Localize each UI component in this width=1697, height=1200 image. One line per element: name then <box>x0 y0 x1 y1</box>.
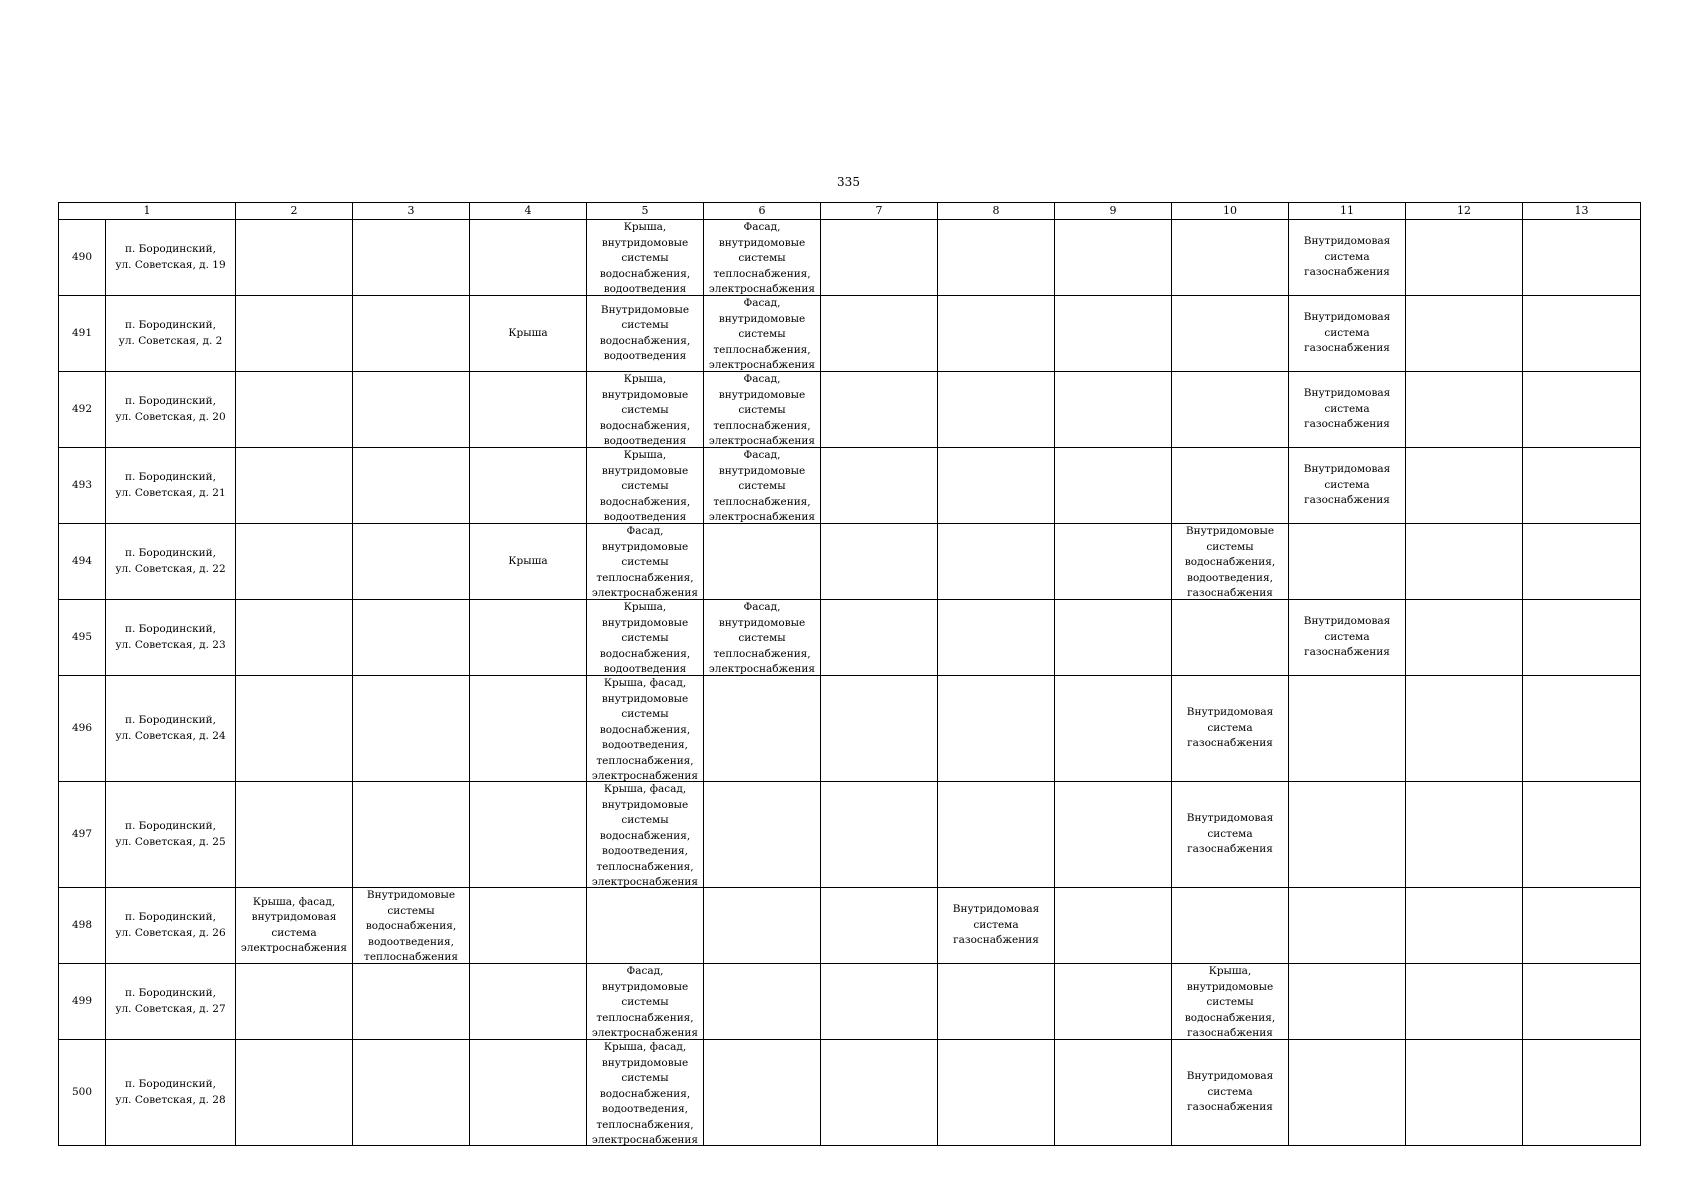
work-cell-col-9 <box>1055 372 1172 448</box>
table-row <box>59 964 1641 1040</box>
work-cell-col-4 <box>470 220 587 296</box>
work-cell-col-4 <box>470 296 587 372</box>
row-number-cell: 493 <box>59 448 106 524</box>
work-cell-col-5 <box>587 676 704 782</box>
work-cell-col-7 <box>821 296 938 372</box>
address-text: п. Бородинский, ул. Советская, д. 26 <box>115 911 226 939</box>
table-row <box>59 888 1641 964</box>
work-description: Фасад, внутридомовые системы теплоснабжения, электроснабжения <box>708 221 816 295</box>
row-number-cell: 500 <box>59 1040 106 1146</box>
work-cell-col-5 <box>587 1040 704 1146</box>
work-cell-col-9 <box>1055 220 1172 296</box>
address-text: п. Бородинский, ул. Советская, д. 20 <box>115 395 226 423</box>
work-cell-col-13 <box>1523 782 1641 888</box>
work-description: Внутридомовая система газоснабжения <box>1303 311 1391 355</box>
work-cell-col-11 <box>1289 676 1406 782</box>
work-cell-col-3 <box>353 524 470 600</box>
work-cell-col-4 <box>470 888 587 964</box>
work-cell-col-11 <box>1289 296 1406 372</box>
work-cell-col-10 <box>1172 220 1289 296</box>
work-cell-col-7 <box>821 448 938 524</box>
work-cell-col-12 <box>1406 964 1523 1040</box>
work-cell-col-4 <box>470 448 587 524</box>
work-cell-col-4 <box>470 782 587 888</box>
work-description: Фасад, внутридомовые системы теплоснабжения, электроснабжения <box>708 297 816 371</box>
address-text: п. Бородинский, ул. Советская, д. 21 <box>115 471 226 499</box>
work-cell-col-6 <box>704 600 821 676</box>
work-description: Внутридомовая система газоснабжения <box>1303 463 1391 507</box>
work-description: Крыша <box>508 326 548 339</box>
address-cell <box>106 888 236 964</box>
work-cell-col-13 <box>1523 964 1641 1040</box>
row-number-cell: 498 <box>59 888 106 964</box>
page-number: 335 <box>837 175 860 189</box>
header-row <box>59 203 1641 220</box>
work-description: Крыша, внутридомовые системы водоснабжения, водоотведения <box>599 221 691 295</box>
work-cell-col-2 <box>236 220 353 296</box>
work-cell-col-13 <box>1523 1040 1641 1146</box>
work-description: Крыша, внутридомовые системы водоснабжения, водоотведения <box>599 449 691 523</box>
work-cell-col-7 <box>821 600 938 676</box>
work-description: Фасад, внутридомовые системы теплоснабжения, электроснабжения <box>708 373 816 447</box>
address-cell <box>106 448 236 524</box>
work-cell-col-8 <box>938 1040 1055 1146</box>
work-description: Крыша, внутридомовые системы водоснабжения, водоотведения <box>599 373 691 447</box>
work-cell-col-5 <box>587 888 704 964</box>
address-cell <box>106 220 236 296</box>
work-cell-col-8 <box>938 782 1055 888</box>
address-cell <box>106 782 236 888</box>
column-header: 1 <box>59 203 236 220</box>
table-row <box>59 782 1641 888</box>
work-cell-col-9 <box>1055 782 1172 888</box>
work-description: Фасад, внутридомовые системы теплоснабжения, электроснабжения <box>591 525 699 599</box>
column-header: 9 <box>1055 203 1172 220</box>
work-cell-col-9 <box>1055 888 1172 964</box>
row-number-cell: 492 <box>59 372 106 448</box>
work-cell-col-9 <box>1055 524 1172 600</box>
table-row <box>59 600 1641 676</box>
work-cell-col-10 <box>1172 782 1289 888</box>
table-row <box>59 372 1641 448</box>
work-description: Внутридомовая система газоснабжения <box>1303 615 1391 659</box>
work-cell-col-5 <box>587 220 704 296</box>
work-cell-col-7 <box>821 782 938 888</box>
work-description: Внутридомовые системы водоснабжения, водоотведения, теплоснабжения <box>364 889 458 963</box>
work-description: Внутридомовые системы водоснабжения, водоотведения, газоснабжения <box>1184 525 1276 599</box>
work-cell-col-13 <box>1523 296 1641 372</box>
work-cell-col-4 <box>470 600 587 676</box>
work-cell-col-3 <box>353 782 470 888</box>
work-cell-col-11 <box>1289 372 1406 448</box>
table-row <box>59 220 1641 296</box>
work-cell-col-11 <box>1289 964 1406 1040</box>
table-row <box>59 676 1641 782</box>
column-header: 12 <box>1406 203 1523 220</box>
work-cell-col-6 <box>704 296 821 372</box>
work-cell-col-8 <box>938 448 1055 524</box>
work-description: Фасад, внутридомовые системы теплоснабжения, электроснабжения <box>591 965 699 1039</box>
work-cell-col-3 <box>353 220 470 296</box>
address-text: п. Бородинский, ул. Советская, д. 23 <box>115 623 226 651</box>
address-text: п. Бородинский, ул. Советская, д. 22 <box>115 547 226 575</box>
address-text: п. Бородинский, ул. Советская, д. 19 <box>115 243 226 271</box>
work-cell-col-11 <box>1289 782 1406 888</box>
row-number-cell: 495 <box>59 600 106 676</box>
work-cell-col-5 <box>587 372 704 448</box>
table-body <box>59 220 1641 1146</box>
work-cell-col-10 <box>1172 372 1289 448</box>
work-cell-col-5 <box>587 600 704 676</box>
work-cell-col-4 <box>470 676 587 782</box>
work-cell-col-11 <box>1289 524 1406 600</box>
work-cell-col-6 <box>704 524 821 600</box>
work-cell-col-5 <box>587 964 704 1040</box>
work-description: Внутридомовая система газоснабжения <box>1186 812 1274 856</box>
work-cell-col-6 <box>704 448 821 524</box>
row-number-cell: 499 <box>59 964 106 1040</box>
work-cell-col-7 <box>821 888 938 964</box>
address-text: п. Бородинский, ул. Советская, д. 24 <box>115 714 226 742</box>
work-cell-col-6 <box>704 888 821 964</box>
work-cell-col-8 <box>938 372 1055 448</box>
work-cell-col-6 <box>704 220 821 296</box>
work-cell-col-12 <box>1406 782 1523 888</box>
work-description: Внутридомовая система газоснабжения <box>1186 706 1274 750</box>
work-cell-col-7 <box>821 372 938 448</box>
work-cell-col-8 <box>938 888 1055 964</box>
work-cell-col-6 <box>704 782 821 888</box>
work-cell-col-7 <box>821 1040 938 1146</box>
work-description: Внутридомовая система газоснабжения <box>1303 235 1391 279</box>
row-number-cell: 496 <box>59 676 106 782</box>
address-cell <box>106 524 236 600</box>
work-description: Крыша, внутридомовые системы водоснабжения, газоснабжения <box>1184 965 1276 1039</box>
work-cell-col-10 <box>1172 296 1289 372</box>
work-cell-col-3 <box>353 964 470 1040</box>
work-cell-col-13 <box>1523 220 1641 296</box>
work-cell-col-2 <box>236 782 353 888</box>
work-cell-col-13 <box>1523 600 1641 676</box>
work-cell-col-3 <box>353 448 470 524</box>
work-description: Внутридомовые системы водоснабжения, водоотведения <box>599 303 691 362</box>
work-cell-col-12 <box>1406 524 1523 600</box>
work-cell-col-2 <box>236 888 353 964</box>
work-cell-col-9 <box>1055 296 1172 372</box>
column-header: 13 <box>1523 203 1641 220</box>
work-cell-col-3 <box>353 600 470 676</box>
column-header: 2 <box>236 203 353 220</box>
work-cell-col-9 <box>1055 1040 1172 1146</box>
work-description: Внутридомовая система газоснабжения <box>1303 387 1391 431</box>
work-cell-col-2 <box>236 964 353 1040</box>
column-header: 5 <box>587 203 704 220</box>
address-cell <box>106 600 236 676</box>
work-cell-col-11 <box>1289 1040 1406 1146</box>
work-cell-col-3 <box>353 296 470 372</box>
work-cell-col-13 <box>1523 888 1641 964</box>
work-cell-col-12 <box>1406 220 1523 296</box>
work-cell-col-13 <box>1523 524 1641 600</box>
work-description: Крыша, фасад, внутридомовая система электроснабжения <box>240 895 348 954</box>
work-cell-col-10 <box>1172 888 1289 964</box>
column-header: 6 <box>704 203 821 220</box>
work-description: Внутридомовая система газоснабжения <box>952 903 1040 947</box>
table-row <box>59 1040 1641 1146</box>
work-cell-col-5 <box>587 524 704 600</box>
work-cell-col-3 <box>353 1040 470 1146</box>
work-cell-col-4 <box>470 372 587 448</box>
work-cell-col-7 <box>821 964 938 1040</box>
work-cell-col-7 <box>821 676 938 782</box>
row-number-cell: 494 <box>59 524 106 600</box>
work-cell-col-12 <box>1406 676 1523 782</box>
work-cell-col-12 <box>1406 1040 1523 1146</box>
work-cell-col-6 <box>704 676 821 782</box>
work-cell-col-11 <box>1289 600 1406 676</box>
column-header: 8 <box>938 203 1055 220</box>
work-description: Крыша, внутридомовые системы водоснабжения, водоотведения <box>599 601 691 675</box>
work-cell-col-8 <box>938 220 1055 296</box>
work-cell-col-2 <box>236 600 353 676</box>
work-cell-col-10 <box>1172 676 1289 782</box>
work-description: Крыша, фасад, внутридомовые системы водоснабжения, водоотведения, теплоснабжения, электроснабжения <box>591 677 699 781</box>
work-cell-col-11 <box>1289 448 1406 524</box>
work-cell-col-12 <box>1406 296 1523 372</box>
work-cell-col-6 <box>704 1040 821 1146</box>
address-text: п. Бородинский, ул. Советская, д. 2 <box>118 319 223 347</box>
row-number-cell: 497 <box>59 782 106 888</box>
work-cell-col-13 <box>1523 676 1641 782</box>
work-cell-col-8 <box>938 964 1055 1040</box>
address-cell <box>106 1040 236 1146</box>
work-cell-col-5 <box>587 448 704 524</box>
work-cell-col-5 <box>587 296 704 372</box>
work-description: Внутридомовая система газоснабжения <box>1186 1070 1274 1114</box>
work-cell-col-3 <box>353 372 470 448</box>
work-cell-col-4 <box>470 964 587 1040</box>
work-cell-col-8 <box>938 600 1055 676</box>
work-cell-col-7 <box>821 524 938 600</box>
address-text: п. Бородинский, ул. Советская, д. 25 <box>115 820 226 848</box>
column-header: 3 <box>353 203 470 220</box>
work-cell-col-6 <box>704 964 821 1040</box>
work-description: Крыша <box>508 554 548 567</box>
work-cell-col-3 <box>353 676 470 782</box>
work-cell-col-3 <box>353 888 470 964</box>
work-cell-col-10 <box>1172 600 1289 676</box>
work-cell-col-13 <box>1523 448 1641 524</box>
work-cell-col-10 <box>1172 964 1289 1040</box>
work-cell-col-8 <box>938 524 1055 600</box>
work-cell-col-12 <box>1406 600 1523 676</box>
work-cell-col-2 <box>236 524 353 600</box>
work-cell-col-2 <box>236 448 353 524</box>
row-number-cell: 491 <box>59 296 106 372</box>
work-cell-col-9 <box>1055 600 1172 676</box>
work-cell-col-12 <box>1406 448 1523 524</box>
work-cell-col-13 <box>1523 372 1641 448</box>
work-cell-col-10 <box>1172 1040 1289 1146</box>
work-description: Крыша, фасад, внутридомовые системы водоснабжения, водоотведения, теплоснабжения, электроснабжения <box>591 783 699 887</box>
table-row <box>59 296 1641 372</box>
work-cell-col-4 <box>470 1040 587 1146</box>
work-cell-col-6 <box>704 372 821 448</box>
table-row <box>59 524 1641 600</box>
work-cell-col-8 <box>938 296 1055 372</box>
work-cell-col-10 <box>1172 448 1289 524</box>
work-cell-col-2 <box>236 296 353 372</box>
repair-schedule-table <box>58 202 1641 1146</box>
work-cell-col-4 <box>470 524 587 600</box>
column-header: 10 <box>1172 203 1289 220</box>
work-cell-col-11 <box>1289 220 1406 296</box>
work-cell-col-2 <box>236 372 353 448</box>
address-text: п. Бородинский, ул. Советская, д. 28 <box>115 1078 226 1106</box>
work-description: Крыша, фасад, внутридомовые системы водоснабжения, водоотведения, теплоснабжения, электроснабжения <box>591 1041 699 1145</box>
work-description: Фасад, внутридомовые системы теплоснабжения, электроснабжения <box>708 601 816 675</box>
work-description: Фасад, внутридомовые системы теплоснабжения, электроснабжения <box>708 449 816 523</box>
work-cell-col-9 <box>1055 448 1172 524</box>
work-cell-col-2 <box>236 676 353 782</box>
column-header: 7 <box>821 203 938 220</box>
work-cell-col-7 <box>821 220 938 296</box>
work-cell-col-2 <box>236 1040 353 1146</box>
work-cell-col-9 <box>1055 676 1172 782</box>
work-cell-col-10 <box>1172 524 1289 600</box>
address-cell <box>106 676 236 782</box>
table-row <box>59 448 1641 524</box>
address-cell <box>106 296 236 372</box>
address-cell <box>106 964 236 1040</box>
row-number-cell: 490 <box>59 220 106 296</box>
column-header: 11 <box>1289 203 1406 220</box>
work-cell-col-8 <box>938 676 1055 782</box>
column-header: 4 <box>470 203 587 220</box>
work-cell-col-12 <box>1406 888 1523 964</box>
address-cell <box>106 372 236 448</box>
work-cell-col-11 <box>1289 888 1406 964</box>
work-cell-col-12 <box>1406 372 1523 448</box>
work-cell-col-9 <box>1055 964 1172 1040</box>
work-cell-col-5 <box>587 782 704 888</box>
address-text: п. Бородинский, ул. Советская, д. 27 <box>115 987 226 1015</box>
